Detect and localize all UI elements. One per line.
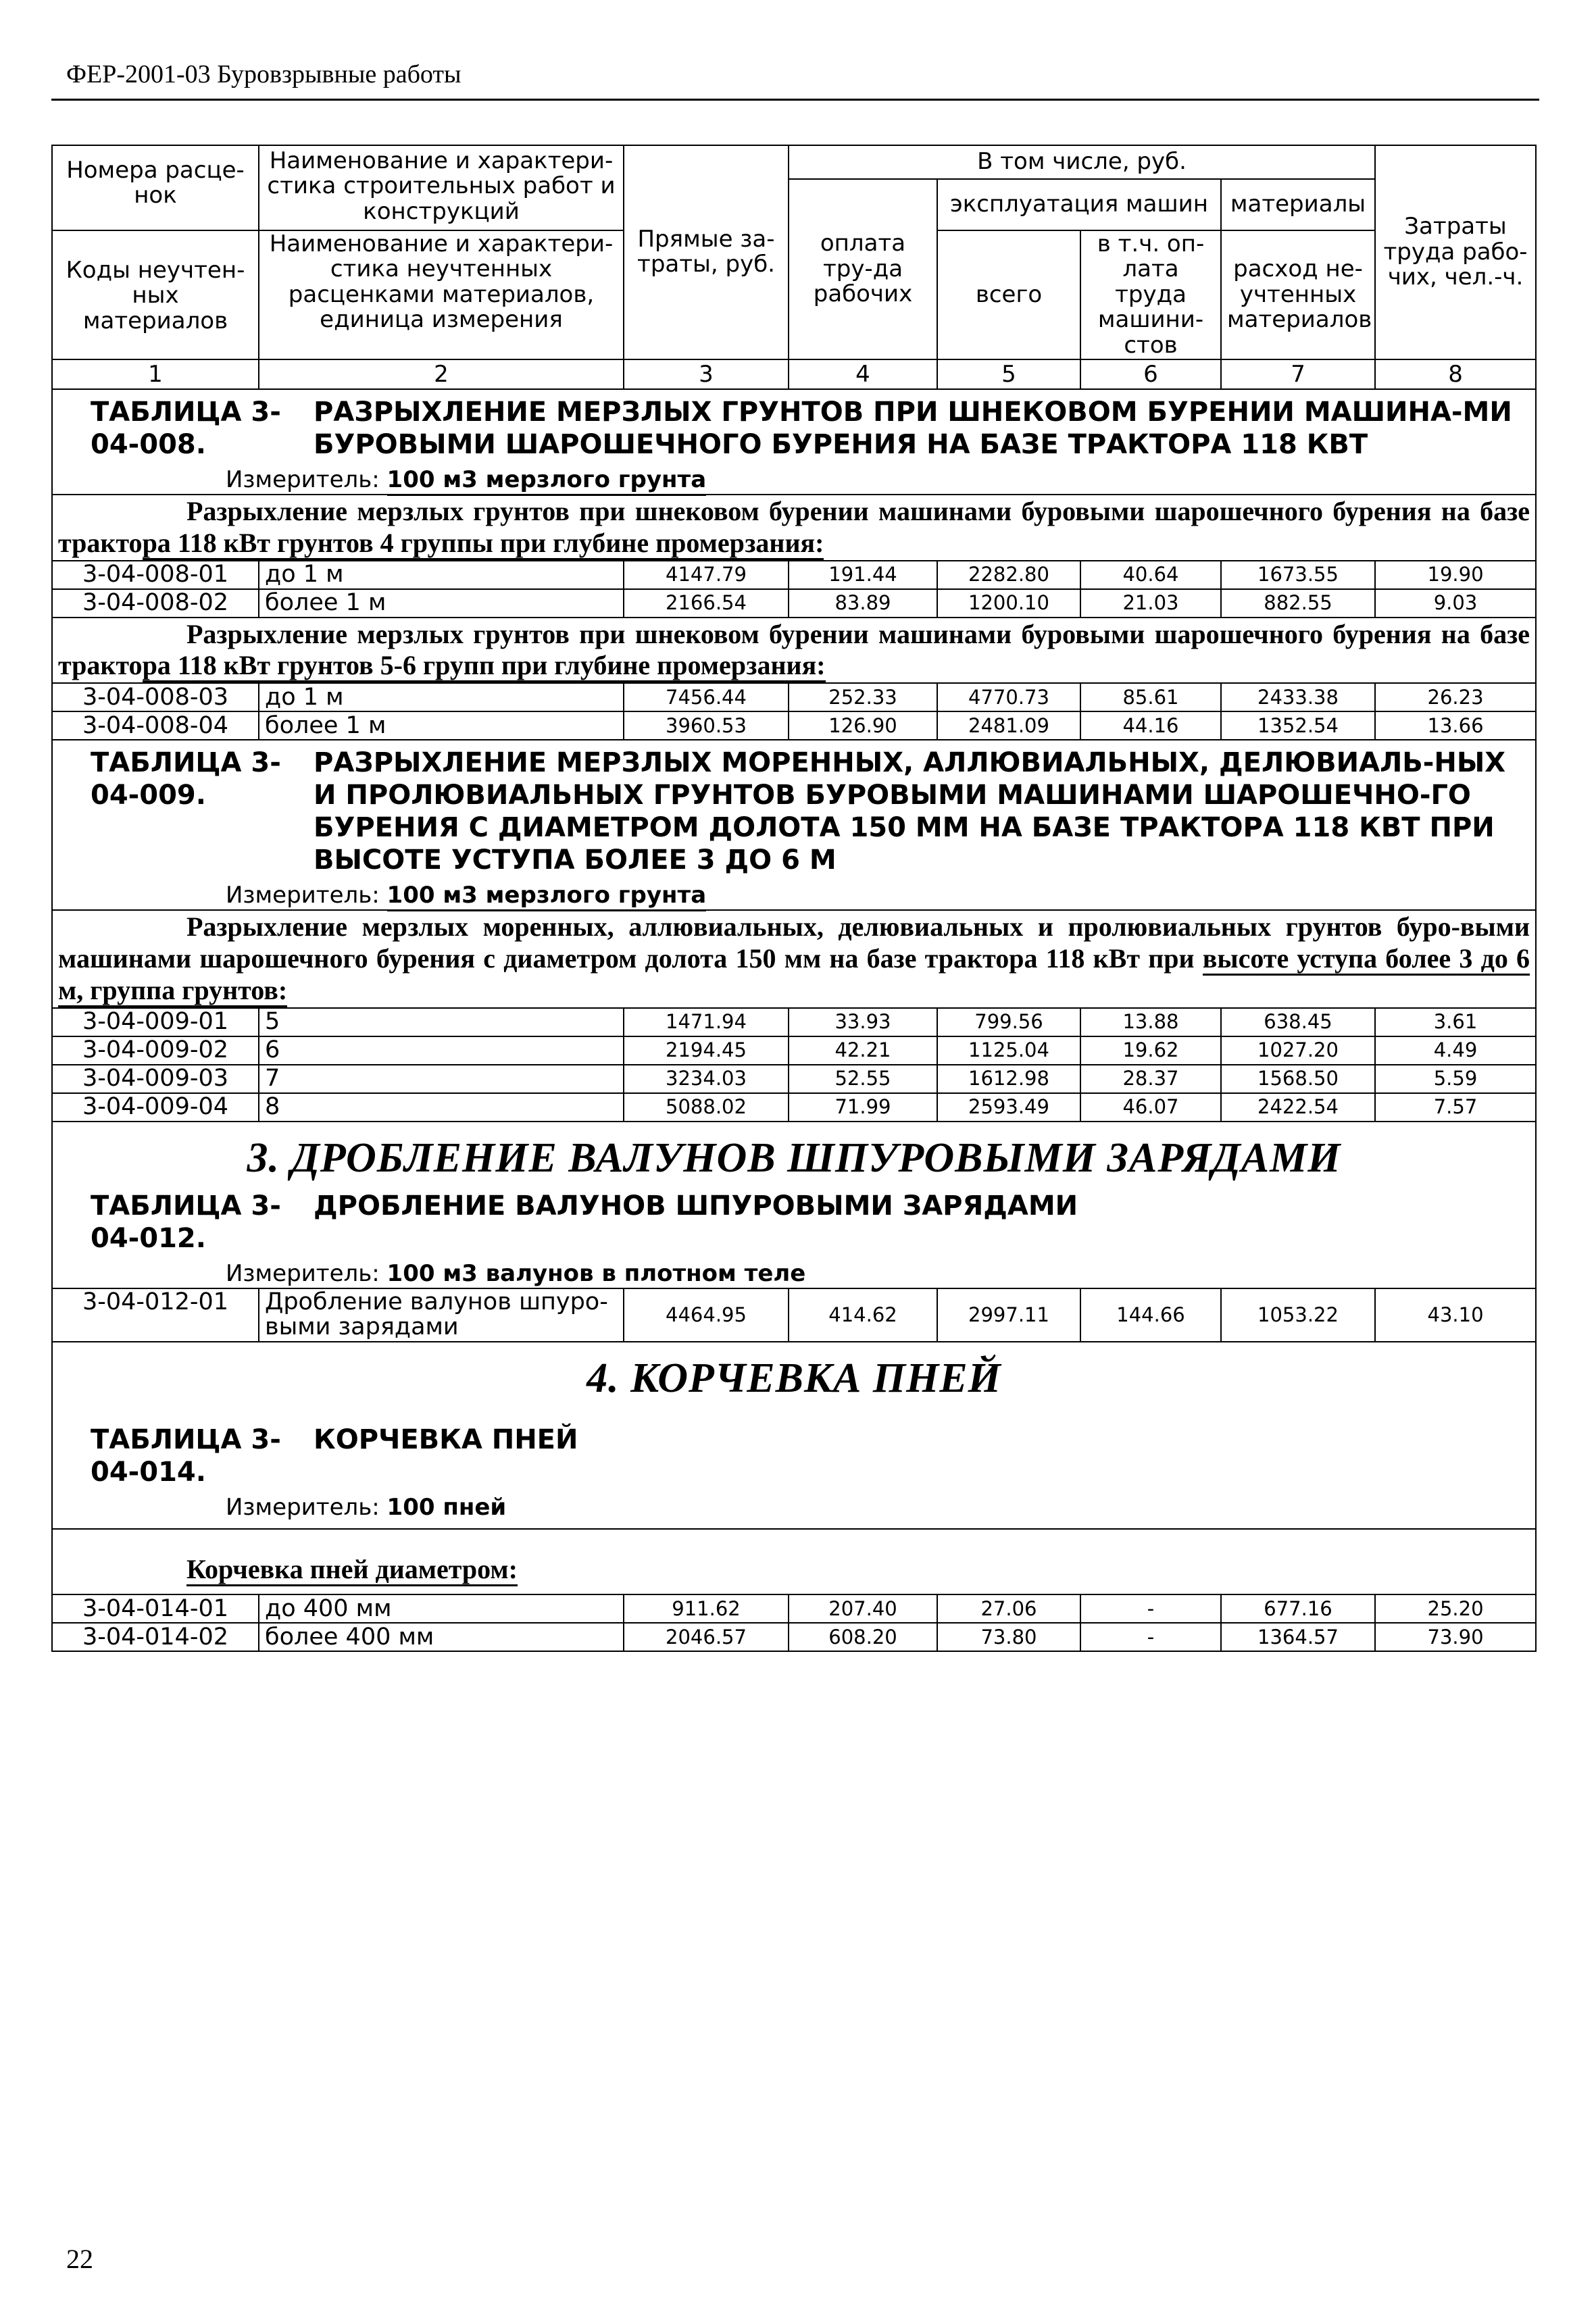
table-row: 3-04-012-01 Дробление валунов шпуро-выми зарядами 4464.95 414.62 2997.11 144.66 1053.22 43.10 bbox=[52, 1288, 1536, 1341]
section-3-heading: 3. ДРОБЛЕНИЕ ВАЛУНОВ ШПУРОВЫМИ ЗАРЯДАМИ bbox=[247, 1134, 1341, 1181]
table-row: 3-04-008-01 до 1 м 4147.79 191.44 2282.80 40.64 1673.55 19.90 bbox=[52, 561, 1536, 589]
rates-table bbox=[51, 145, 1537, 1652]
group-014: Корчевка пней диаметром: bbox=[52, 1529, 1536, 1594]
table-008-title: РАЗРЫХЛЕНИЕ МЕРЗЛЫХ ГРУНТОВ ПРИ ШНЕКОВОМ БУРЕНИИ МАШИНА-МИ БУРОВЫМИ ШАРОШЕЧНОГО БУРЕНИЯ НА БАЗЕ ТРАКТОРА 118 КВТ bbox=[314, 396, 1512, 460]
section-3-header bbox=[52, 1122, 1536, 1289]
section-4-header bbox=[52, 1342, 1536, 1530]
column-number: 3 bbox=[624, 359, 789, 389]
col-direct-costs: Прямые за-траты, руб. bbox=[624, 145, 789, 359]
table-row: 3-04-008-03 до 1 м 7456.44 252.33 4770.73 85.61 2433.38 26.23 bbox=[52, 683, 1536, 711]
column-number: 2 bbox=[259, 359, 624, 389]
table-008-header bbox=[52, 389, 1536, 495]
header-rule bbox=[51, 99, 1539, 101]
table-row: 3-04-009-01 5 1471.94 33.93 799.56 13.88 638.45 3.61 bbox=[52, 1008, 1536, 1036]
page-number: 22 bbox=[66, 2244, 93, 2274]
table-014-label: ТАБЛИЦА 3-04-014. bbox=[91, 1424, 281, 1488]
group-009: Разрыхление мерзлых моренных, аллювиальных, делювиальных и пролювиальных грунтов буро-выми машинами шарошечного бурения с диаметром долота 150 мм на базе трактора 118 кВт при высоте уступа более 3 до 6 м, группа грунтов: bbox=[52, 910, 1536, 1007]
col-machines-wages: в т.ч. оп-лата труда машини-стов bbox=[1080, 230, 1221, 359]
column-number: 7 bbox=[1221, 359, 1375, 389]
table-012-meter: Измеритель: 100 м3 валунов в плотном теле bbox=[226, 1260, 806, 1288]
table-row: 3-04-009-03 7 3234.03 52.55 1612.98 28.37 1568.50 5.59 bbox=[52, 1065, 1536, 1093]
table-row: 3-04-014-01 до 400 мм 911.62 207.40 27.06 - 677.16 25.20 bbox=[52, 1594, 1536, 1623]
column-numbers-row bbox=[52, 359, 1536, 389]
group-008-b: Разрыхление мерзлых грунтов при шнековом бурении машинами буровыми шарошечного бурения на базе трактора 118 кВт грунтов 5-6 групп при глубине промерзания: bbox=[52, 618, 1536, 684]
col-machines: эксплуатация машин bbox=[937, 179, 1221, 230]
table-009-title: РАЗРЫХЛЕНИЕ МЕРЗЛЫХ МОРЕННЫХ, АЛЛЮВИАЛЬНЫХ, ДЕЛЮВИАЛЬ-НЫХ И ПРОЛЮВИАЛЬНЫХ ГРУНТОВ БУРОВЫМИ МАШИНАМИ ШАРОШЕЧНО-ГО БУРЕНИЯ С ДИАМЕТРОМ ДОЛОТА 150 ММ НА БАЗЕ ТРАКТОРА 118 КВТ ПРИ ВЫСОТЕ УСТУПА БОЛЕЕ 3 ДО 6 М bbox=[314, 747, 1506, 876]
page-header-title: ФЕР-2001-03 Буровзрывные работы bbox=[66, 60, 462, 89]
column-number: 5 bbox=[937, 359, 1080, 389]
table-008-meter: Измеритель: 100 м3 мерзлого грунта bbox=[58, 468, 1530, 492]
table-row: 3-04-009-02 6 2194.45 42.21 1125.04 19.62 1027.20 4.49 bbox=[52, 1036, 1536, 1065]
table-row: 3-04-014-02 более 400 мм 2046.57 608.20 73.80 - 1364.57 73.90 bbox=[52, 1623, 1536, 1651]
col-materials: материалы bbox=[1221, 179, 1375, 230]
group-008-a: Разрыхление мерзлых грунтов при шнековом бурении машинами буровыми шарошечного бурения на базе трактора 118 кВт грунтов 4 группы при глубине промерзания: bbox=[52, 495, 1536, 561]
col-labor: Затраты труда рабо-чих, чел.-ч. bbox=[1375, 145, 1536, 359]
table-009-label: ТАБЛИЦА 3-04-009. bbox=[91, 747, 281, 811]
col-name-top: Наименование и характери-стика строительных работ и конструкций bbox=[259, 145, 624, 230]
table-012-title: ДРОБЛЕНИЕ ВАЛУНОВ ШПУРОВЫМИ ЗАРЯДАМИ bbox=[314, 1190, 1078, 1222]
table-row: 3-04-008-04 более 1 м 3960.53 126.90 2481.09 44.16 1352.54 13.66 bbox=[52, 711, 1536, 740]
col-code-top: Номера расце-нок bbox=[52, 145, 259, 230]
table-009-header bbox=[52, 740, 1536, 910]
col-name-bottom: Наименование и характери-стика неучтенных расценками материалов, единица измерения bbox=[259, 230, 624, 359]
col-machines-total: всего bbox=[937, 230, 1080, 359]
section-4-heading: 4. КОРЧЕВКА ПНЕЙ bbox=[587, 1355, 1001, 1401]
table-014-meter: Измеритель: 100 пней bbox=[226, 1494, 507, 1521]
col-including: В том числе, руб. bbox=[789, 145, 1375, 179]
column-number: 8 bbox=[1375, 359, 1536, 389]
table-008-label: ТАБЛИЦА 3-04-008. bbox=[91, 396, 281, 460]
col-wages: оплата тру-да рабочих bbox=[789, 179, 937, 359]
col-code-bottom: Коды неучтен-ных материалов bbox=[52, 230, 259, 359]
table-009-meter: Измеритель: 100 м3 мерзлого грунта bbox=[58, 883, 1530, 907]
column-number: 6 bbox=[1080, 359, 1221, 389]
column-number: 1 bbox=[52, 359, 259, 389]
col-materials-unaccounted: расход не-учтенных материалов bbox=[1221, 230, 1375, 359]
column-number: 4 bbox=[789, 359, 937, 389]
table-014-title: КОРЧЕВКА ПНЕЙ bbox=[314, 1424, 578, 1456]
table-row: 3-04-008-02 более 1 м 2166.54 83.89 1200.10 21.03 882.55 9.03 bbox=[52, 589, 1536, 618]
table-012-label: ТАБЛИЦА 3-04-012. bbox=[91, 1190, 281, 1255]
table-row: 3-04-009-04 8 5088.02 71.99 2593.49 46.07 2422.54 7.57 bbox=[52, 1093, 1536, 1122]
